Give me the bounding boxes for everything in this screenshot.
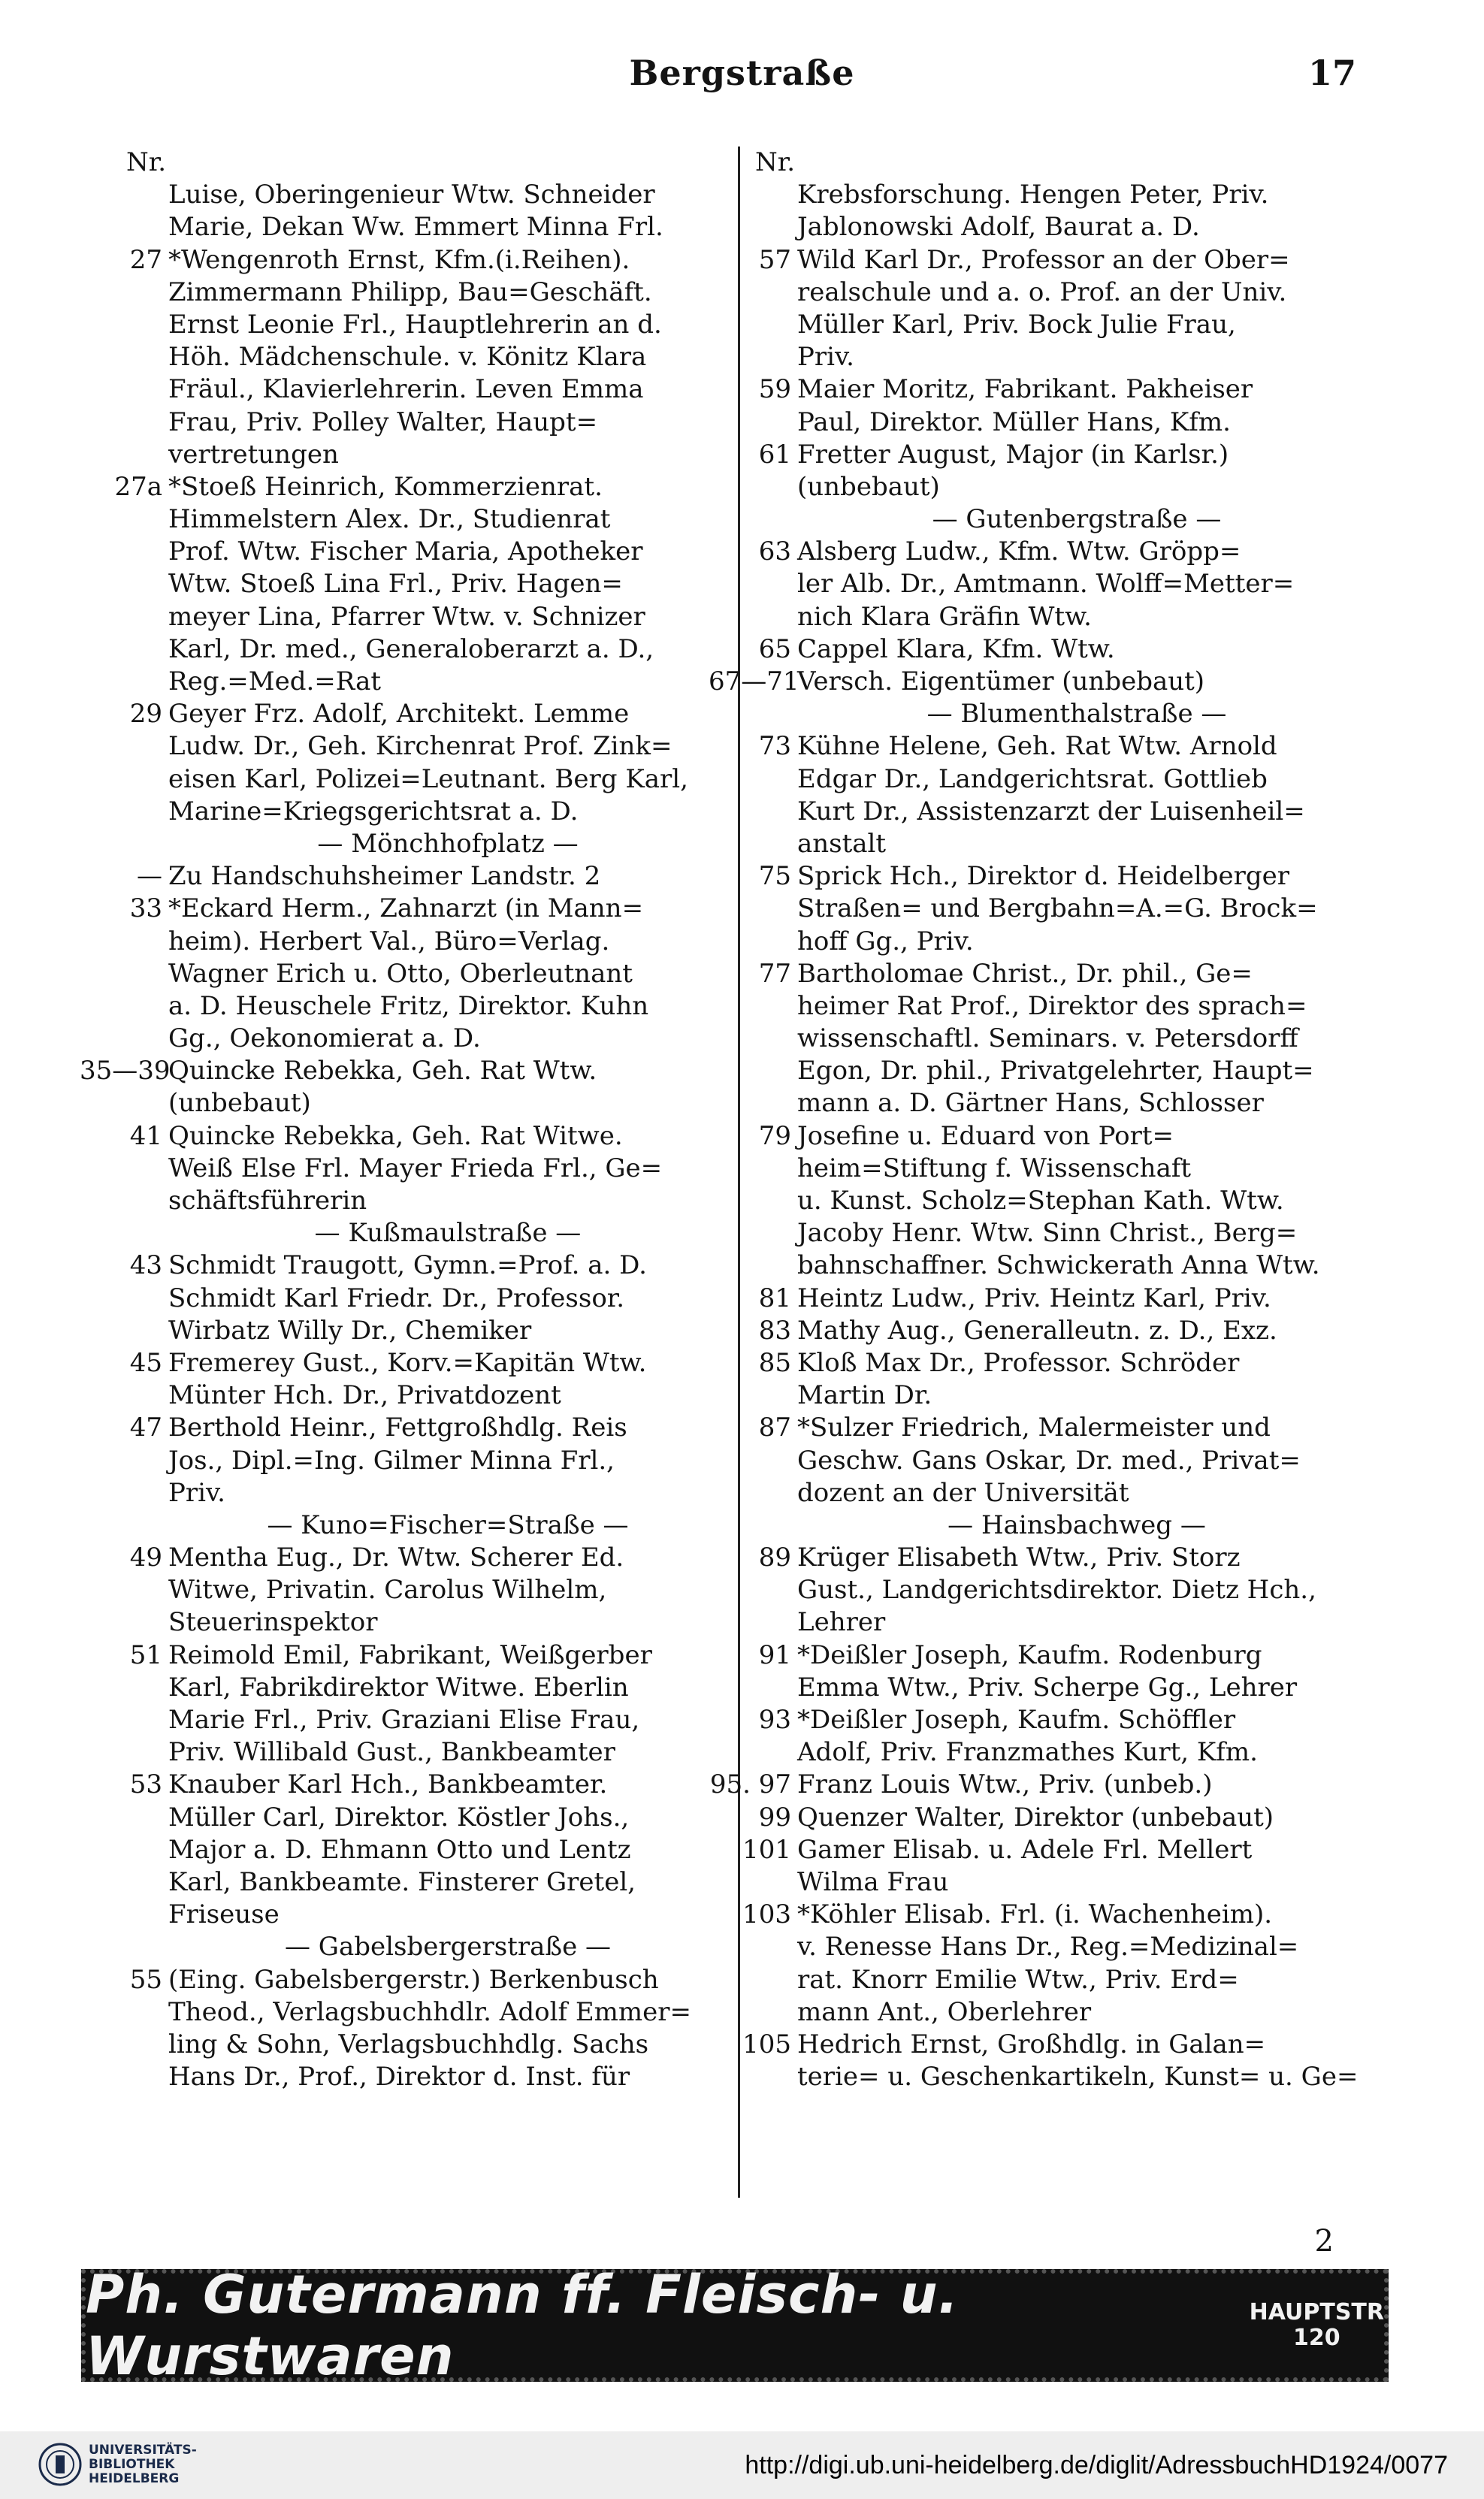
entry-line: [755, 958, 1356, 990]
entry-text: Cappel Klara, Kfm. Wtw.: [797, 633, 1115, 664]
entry-text: mann a. D. Gärtner Hans, Schlosser: [797, 1088, 1264, 1119]
entry-line: [742, 1899, 1356, 1931]
entry-text: — Mönchhofplatz —: [317, 828, 579, 859]
entry-text: rat. Knorr Emilie Wtw., Priv. Erd=: [797, 1964, 1239, 1995]
entry-text: heim). Herbert Val., Büro=Verlag.: [168, 926, 610, 956]
entry-text: Major a. D. Ehmann Otto und Lentz: [168, 1834, 631, 1865]
entry-text: heimer Rat Prof., Direktor des sprach=: [797, 990, 1307, 1021]
entry-line: [126, 958, 727, 990]
entry-text: Fremerey Gust., Korv.=Kapitän Wtw.: [168, 1347, 647, 1378]
house-number: 91: [758, 1639, 791, 1670]
entry-text: wissenschaftl. Seminars. v. Petersdorff: [797, 1023, 1298, 1054]
entry-line: [755, 1542, 1356, 1574]
entry-line: [126, 1542, 727, 1574]
library-line: UNIVERSITÄTS-: [89, 2443, 197, 2458]
section-heading: [755, 1509, 1356, 1542]
source-url[interactable]: http://digi.ub.uni-heidelberg.de/diglit/AdressbuchHD1924/0077: [745, 2451, 1448, 2479]
entry-text: a. D. Heuschele Fritz, Direktor. Kuhn: [168, 990, 649, 1021]
entry-line: [755, 1931, 1356, 1963]
entry-text: *Deißler Joseph, Kaufm. Schöffler: [797, 1705, 1236, 1735]
entry-text: u. Kunst. Scholz=Stephan Kath. Wtw.: [797, 1186, 1284, 1216]
house-number: 87: [758, 1413, 791, 1443]
entry-text: Frau, Priv. Polley Walter, Haupt=: [168, 406, 598, 437]
house-number: 63: [758, 536, 791, 567]
entry-line: [126, 1445, 727, 1477]
entry-text: Kühne Helene, Geh. Rat Wtw. Arnold: [797, 731, 1277, 762]
entry-text: Martin Dr.: [797, 1380, 932, 1411]
entry-line: [755, 341, 1356, 373]
entry-line: [709, 666, 1356, 698]
house-number: —: [137, 861, 162, 892]
section-heading: [126, 828, 727, 860]
entry-line: [755, 1672, 1356, 1704]
entry-line: [126, 796, 727, 828]
entry-line: [126, 990, 727, 1023]
entry-line: [126, 730, 727, 763]
entry-text: Zimmermann Philipp, Bau=Geschäft.: [168, 276, 652, 307]
entry-line: [755, 373, 1356, 406]
sheet-signature: 2: [1314, 2224, 1334, 2259]
entry-line: [755, 439, 1356, 471]
entry-text: Reimold Emil, Fabrikant, Weißgerber: [168, 1639, 652, 1670]
entry-line: [755, 1574, 1356, 1606]
section-heading: [126, 1509, 727, 1542]
entry-text: Wtw. Stoeß Lina Frl., Priv. Hagen=: [168, 569, 623, 600]
entry-line: [755, 1087, 1356, 1120]
entry-line: [126, 1379, 727, 1412]
entry-text: Prof. Wtw. Fischer Maria, Apotheker: [168, 536, 643, 567]
entry-line: [755, 828, 1356, 860]
entry-line: [126, 309, 727, 341]
section-heading: [755, 698, 1356, 730]
entry-line: [126, 1412, 727, 1444]
entry-text: Krüger Elisabeth Wtw., Priv. Storz: [797, 1543, 1241, 1573]
entry-line: [126, 1736, 727, 1769]
left-column: [80, 147, 727, 2093]
entry-text: mann Ant., Oberlehrer: [797, 1996, 1092, 2027]
entry-line: [80, 1055, 727, 1087]
nr-label: Nr.: [126, 147, 167, 177]
entry-line: [755, 1996, 1356, 2029]
entry-line: [755, 763, 1356, 796]
entry-text: ler Alb. Dr., Amtmann. Wolff=Metter=: [797, 569, 1295, 600]
entry-line: [126, 1023, 727, 1055]
entry-line: [755, 1120, 1356, 1153]
entry-line: [126, 2061, 727, 2093]
entry-text: *Köhler Elisab. Frl. (i. Wachenheim).: [797, 1899, 1273, 1930]
house-number: 67—71: [709, 666, 799, 697]
entry-line: [755, 1250, 1356, 1282]
entry-line: [755, 406, 1356, 439]
entry-text: hoff Gg., Priv.: [797, 926, 974, 956]
entry-text: Paul, Direktor. Müller Hans, Kfm.: [797, 406, 1231, 437]
entry-line: [755, 1704, 1356, 1736]
entry-line: [755, 633, 1356, 666]
entry-text: Heintz Ludw., Priv. Heintz Karl, Priv.: [797, 1283, 1271, 1313]
entry-text: Zu Handschuhsheimer Landstr. 2: [168, 861, 601, 892]
entry-text: Fretter August, Major (in Karlsr.): [797, 439, 1229, 470]
advertisement-address: [1250, 2300, 1384, 2351]
house-number: 101: [742, 1834, 791, 1865]
entry-line: [126, 1996, 727, 2029]
entry-line: [755, 990, 1356, 1023]
entry-text: — Kuno=Fischer=Straße —: [267, 1509, 629, 1540]
entry-text: eisen Karl, Polizei=Leutnant. Berg Karl,: [168, 763, 688, 794]
entry-line: [126, 1672, 727, 1704]
entry-line: [126, 1639, 727, 1672]
entry-text: Geschw. Gans Oskar, Dr. med., Privat=: [797, 1445, 1301, 1476]
entry-line: [755, 601, 1356, 633]
entry-text: Hedrich Ernst, Großhdlg. in Galan=: [797, 2029, 1266, 2059]
entry-text: Karl, Bankbeamte. Finsterer Gretel,: [168, 1866, 636, 1897]
entry-text: Hans Dr., Prof., Direktor d. Inst. für: [168, 2062, 630, 2093]
entry-line: [126, 633, 727, 666]
entry-text: Edgar Dr., Landgerichtsrat. Gottlieb: [797, 763, 1268, 794]
entry-text: *Stoeß Heinrich, Kommerzienrat.: [168, 471, 603, 502]
entry-text: Egon, Dr. phil., Privatgelehrter, Haupt=: [797, 1056, 1314, 1086]
entry-text: Sprick Hch., Direktor d. Heidelberger: [797, 861, 1290, 892]
entry-line: [126, 406, 727, 439]
entry-text: Steuerinspektor: [168, 1607, 378, 1638]
entry-text: — Hainsbachweg —: [948, 1509, 1206, 1540]
entry-text: Alsberg Ludw., Kfm. Wtw. Gröpp=: [797, 536, 1241, 567]
entry-text: *Eckard Herm., Zahnarzt (in Mann=: [168, 893, 644, 924]
entry-text: vertretungen: [168, 439, 339, 470]
house-number: 27a: [114, 471, 162, 502]
entry-text: Höh. Mädchenschule. v. Könitz Klara: [168, 342, 647, 373]
library-logo-icon: [38, 2442, 83, 2487]
entry-line: [755, 1736, 1356, 1769]
library-name: [89, 2443, 197, 2486]
entry-text: Lehrer: [797, 1607, 886, 1638]
house-number: 89: [758, 1543, 791, 1573]
entry-line: [709, 1769, 1356, 1801]
entry-line: [126, 1477, 727, 1509]
house-number: 55: [129, 1964, 162, 1995]
entry-text: Quincke Rebekka, Geh. Rat Witwe.: [168, 1120, 623, 1151]
entry-text: Wilma Frau: [797, 1866, 949, 1897]
entry-line: [755, 1283, 1356, 1315]
entry-line: [126, 341, 727, 373]
entry-line: [755, 1217, 1356, 1250]
entry-line: [126, 1315, 727, 1347]
house-number: 43: [129, 1250, 162, 1281]
entry-line: [755, 926, 1356, 958]
house-number: 49: [129, 1543, 162, 1573]
entry-line: [126, 601, 727, 633]
entry-text: Mathy Aug., Generalleutn. z. D., Exz.: [797, 1315, 1277, 1346]
entry-line: [126, 1185, 727, 1217]
entry-text: anstalt: [797, 828, 887, 859]
entry-line: [126, 244, 727, 276]
entry-text: Wirbatz Willy Dr., Chemiker: [168, 1315, 532, 1346]
entry-text: Jos., Dipl.=Ing. Gilmer Minna Frl.,: [168, 1445, 615, 1476]
entry-text: v. Renesse Hans Dr., Reg.=Medizinal=: [797, 1932, 1299, 1963]
entry-text: Gamer Elisab. u. Adele Frl. Mellert: [797, 1834, 1253, 1865]
entry-text: — Kußmaulstraße —: [314, 1218, 582, 1249]
entry-line: [755, 1379, 1356, 1412]
house-number: 81: [758, 1283, 791, 1313]
entry-line: [755, 471, 1356, 503]
entry-text: nich Klara Gräfin Wtw.: [797, 601, 1092, 632]
entry-text: Maier Moritz, Fabrikant. Pakheiser: [797, 374, 1253, 405]
entry-text: schäftsführerin: [168, 1186, 367, 1216]
entry-line: [755, 1185, 1356, 1217]
entry-line: [126, 1574, 727, 1606]
advertisement-text: Ph. Gutermann ff. Fleisch- u. Wurstwaren: [86, 2264, 960, 2387]
entry-text: Witwe, Privatin. Carolus Wilhelm,: [168, 1575, 607, 1606]
page-title: Bergstraße: [629, 53, 855, 93]
entry-line: [755, 730, 1356, 763]
entry-text: Franz Louis Wtw., Priv. (unbeb.): [797, 1769, 1213, 1800]
entry-text: Karl, Dr. med., Generaloberarzt a. D.,: [168, 633, 654, 664]
entry-text: Münter Hch. Dr., Privatdozent: [168, 1380, 561, 1411]
entry-text: Friseuse: [168, 1899, 280, 1930]
entry-line: [755, 1477, 1356, 1509]
house-number: 59: [758, 374, 791, 405]
entry-line: [126, 503, 727, 536]
entry-line: [126, 1120, 727, 1153]
house-number: 77: [758, 958, 791, 989]
entry-line: [126, 763, 727, 796]
house-number: 51: [129, 1639, 162, 1670]
entry-text: realschule und a. o. Prof. an der Univ.: [797, 276, 1287, 307]
entry-line: [126, 1347, 727, 1379]
entry-text: Priv.: [168, 1477, 225, 1508]
entry-line: [755, 179, 1356, 211]
entry-text: Müller Karl, Priv. Bock Julie Frau,: [797, 309, 1236, 340]
library-line: BIBLIOTHEK: [89, 2457, 175, 2472]
entry-line: [126, 926, 727, 958]
entry-text: Versch. Eigentümer (unbebaut): [797, 666, 1205, 697]
entry-line: [755, 1315, 1356, 1347]
entry-text: Kurt Dr., Assistenzarzt der Luisenheil=: [797, 796, 1305, 826]
entry-text: heim=Stiftung f. Wissenschaft: [797, 1153, 1192, 1183]
entry-text: Josefine u. Eduard von Port=: [797, 1120, 1174, 1151]
entry-line: [755, 796, 1356, 828]
entry-line: [114, 471, 727, 503]
entry-line: [755, 244, 1356, 276]
house-number: 103: [742, 1899, 791, 1930]
entry-text: (Eing. Gabelsbergerstr.) Berkenbusch: [168, 1964, 659, 1995]
house-number: 105: [742, 2029, 791, 2059]
entry-line: [126, 536, 727, 568]
house-number: 45: [129, 1347, 162, 1378]
house-number: 85: [758, 1347, 791, 1378]
entry-line: [755, 536, 1356, 568]
entry-text: — Gutenbergstraße —: [932, 504, 1222, 535]
house-number: 75: [758, 861, 791, 892]
entry-line: [755, 211, 1356, 243]
entry-line: [755, 1347, 1356, 1379]
entry-line: [126, 211, 727, 243]
entry-text: Wild Karl Dr., Professor an der Ober=: [797, 244, 1290, 275]
entry-text: Schmidt Karl Friedr. Dr., Professor.: [168, 1283, 625, 1313]
entry-text: Wagner Erich u. Otto, Oberleutnant: [168, 958, 633, 989]
entry-line: [126, 1704, 727, 1736]
house-number: 93: [758, 1705, 791, 1735]
entry-text: Gg., Oekonomierat a. D.: [168, 1023, 481, 1054]
nr-label: Nr.: [755, 147, 796, 177]
house-number: 73: [758, 731, 791, 762]
house-number: 35—39: [80, 1056, 171, 1086]
entry-text: Luise, Oberingenieur Wtw. Schneider: [168, 180, 655, 210]
right-column: [709, 147, 1359, 2093]
entry-line: [126, 1866, 727, 1899]
entry-text: — Blumenthalstraße —: [926, 699, 1227, 730]
entry-text: — Gabelsbergerstraße —: [285, 1932, 611, 1963]
entry-line: [126, 276, 727, 309]
entry-text: Reg.=Med.=Rat: [168, 666, 382, 697]
entry-text: (unbebaut): [797, 471, 940, 502]
house-number: 57: [758, 244, 791, 275]
house-number: 27: [129, 244, 162, 275]
entry-text: Himmelstern Alex. Dr., Studienrat: [168, 504, 611, 535]
address-line: HAUPTSTR: [1249, 2299, 1384, 2325]
entry-line: [755, 1866, 1356, 1899]
entry-line: [755, 893, 1356, 925]
house-number: 47: [129, 1413, 162, 1443]
house-number: 53: [129, 1769, 162, 1800]
entry-text: Ernst Leonie Frl., Hauptlehrerin an d.: [168, 309, 662, 340]
entry-line: [126, 179, 727, 211]
house-number: 41: [129, 1120, 162, 1151]
entry-text: Priv.: [797, 342, 854, 373]
entry-text: (unbebaut): [168, 1088, 311, 1119]
entry-text: terie= u. Geschenkartikeln, Kunst= u. Ge=: [797, 2062, 1359, 2093]
entry-text: Jacoby Henr. Wtw. Sinn Christ., Berg=: [797, 1218, 1298, 1249]
entry-line: [755, 309, 1356, 341]
entry-line: [755, 860, 1356, 893]
section-heading: [755, 503, 1356, 536]
entry-text: Marine=Kriegsgerichtsrat a. D.: [168, 796, 579, 826]
entry-line: [742, 2029, 1356, 2061]
entry-line: [126, 2029, 727, 2061]
house-number: 65: [758, 633, 791, 664]
entry-text: Bartholomae Christ., Dr. phil., Ge=: [797, 958, 1253, 989]
entry-line: [755, 1445, 1356, 1477]
entry-text: Theod., Verlagsbuchhdlr. Adolf Emmer=: [168, 1996, 692, 2027]
entry-line: [126, 1769, 727, 1801]
entry-text: Priv. Willibald Gust., Bankbeamter: [168, 1737, 615, 1768]
entry-line: [755, 1055, 1356, 1087]
entry-line: [755, 1153, 1356, 1185]
entry-line: [755, 1412, 1356, 1444]
entry-line: [126, 1899, 727, 1931]
entry-text: Berthold Heinr., Fettgroßhdlg. Reis: [168, 1413, 627, 1443]
entry-line: [126, 1802, 727, 1834]
entry-line: [755, 2061, 1359, 2093]
entry-line: [126, 373, 727, 406]
entry-line: [126, 1834, 727, 1866]
entry-text: *Wengenroth Ernst, Kfm.(i.Reihen).: [168, 244, 630, 275]
entry-text: Schmidt Traugott, Gymn.=Prof. a. D.: [168, 1250, 647, 1281]
entry-line: [126, 1153, 727, 1185]
entry-text: dozent an der Universität: [797, 1477, 1129, 1508]
entry-text: Emma Wtw., Priv. Scherpe Gg., Lehrer: [797, 1672, 1298, 1703]
entry-text: Geyer Frz. Adolf, Architekt. Lemme: [168, 699, 630, 730]
entry-text: *Deißler Joseph, Kaufm. Rodenburg: [797, 1639, 1262, 1670]
advertisement-banner: [81, 2264, 1389, 2387]
entry-text: Karl, Fabrikdirektor Witwe. Eberlin: [168, 1672, 629, 1703]
house-number: 61: [758, 439, 791, 470]
house-number: 99: [758, 1802, 791, 1833]
entry-line: [126, 1087, 727, 1120]
entry-text: *Sulzer Friedrich, Malermeister und: [797, 1413, 1271, 1443]
house-number: 29: [129, 699, 162, 730]
entry-text: Marie, Dekan Ww. Emmert Minna Frl.: [168, 212, 663, 243]
entry-line: [126, 1283, 727, 1315]
house-number: 83: [758, 1315, 791, 1346]
entry-text: Krebsforschung. Hengen Peter, Priv.: [797, 180, 1269, 210]
entry-text: Müller Carl, Direktor. Köstler Johs.,: [168, 1802, 630, 1833]
entry-text: Knauber Karl Hch., Bankbeamter.: [168, 1769, 608, 1800]
entry-text: Jablonowski Adolf, Baurat a. D.: [797, 212, 1200, 243]
address-number: 120: [1292, 2325, 1340, 2351]
entry-text: Mentha Eug., Dr. Wtw. Scherer Ed.: [168, 1543, 624, 1573]
entry-line: [755, 1023, 1356, 1055]
entry-line: [755, 1606, 1356, 1639]
entry-text: Marie Frl., Priv. Graziani Elise Frau,: [168, 1705, 640, 1735]
entry-text: bahnschaffner. Schwickerath Anna Wtw.: [797, 1250, 1320, 1281]
house-number: 79: [758, 1120, 791, 1151]
entry-line: [755, 1802, 1356, 1834]
entry-text: Kloß Max Dr., Professor. Schröder: [797, 1347, 1240, 1378]
entry-line: [126, 666, 727, 698]
house-number: 33: [129, 893, 162, 924]
entry-text: ling & Sohn, Verlagsbuchhdlg. Sachs: [168, 2029, 649, 2059]
entry-line: [126, 1964, 727, 1996]
entry-line: [126, 1606, 727, 1639]
entry-line: [126, 860, 727, 893]
entry-text: Ludw. Dr., Geh. Kirchenrat Prof. Zink=: [168, 731, 672, 762]
entry-text: Fräul., Klavierlehrerin. Leven Emma: [168, 374, 644, 405]
entry-line: [126, 439, 727, 471]
entry-text: Gust., Landgerichtsdirektor. Dietz Hch.,: [797, 1575, 1316, 1606]
entry-text: meyer Lina, Pfarrer Wtw. v. Schnizer: [168, 601, 645, 632]
entry-line: [742, 1834, 1356, 1866]
library-line: HEIDELBERG: [89, 2471, 180, 2486]
entry-line: [755, 1964, 1356, 1996]
entry-text: Straßen= und Bergbahn=A.=G. Brock=: [797, 893, 1318, 924]
entry-text: Weiß Else Frl. Mayer Frieda Frl., Ge=: [168, 1153, 663, 1183]
entry-line: [755, 568, 1356, 600]
section-heading: [126, 1217, 727, 1250]
entry-line: [755, 276, 1356, 309]
entry-line: [755, 1639, 1356, 1672]
entry-line: [126, 893, 727, 925]
entry-line: [126, 1250, 727, 1282]
section-heading: [126, 1931, 727, 1963]
entry-text: Quincke Rebekka, Geh. Rat Wtw.: [168, 1056, 597, 1086]
entry-text: Quenzer Walter, Direktor (unbebaut): [797, 1802, 1274, 1833]
entry-line: [126, 568, 727, 600]
page-number: 17: [1307, 53, 1356, 93]
entry-text: Adolf, Priv. Franzmathes Kurt, Kfm.: [797, 1737, 1258, 1768]
entry-line: [126, 698, 727, 730]
house-number: 95. 97: [709, 1769, 791, 1800]
